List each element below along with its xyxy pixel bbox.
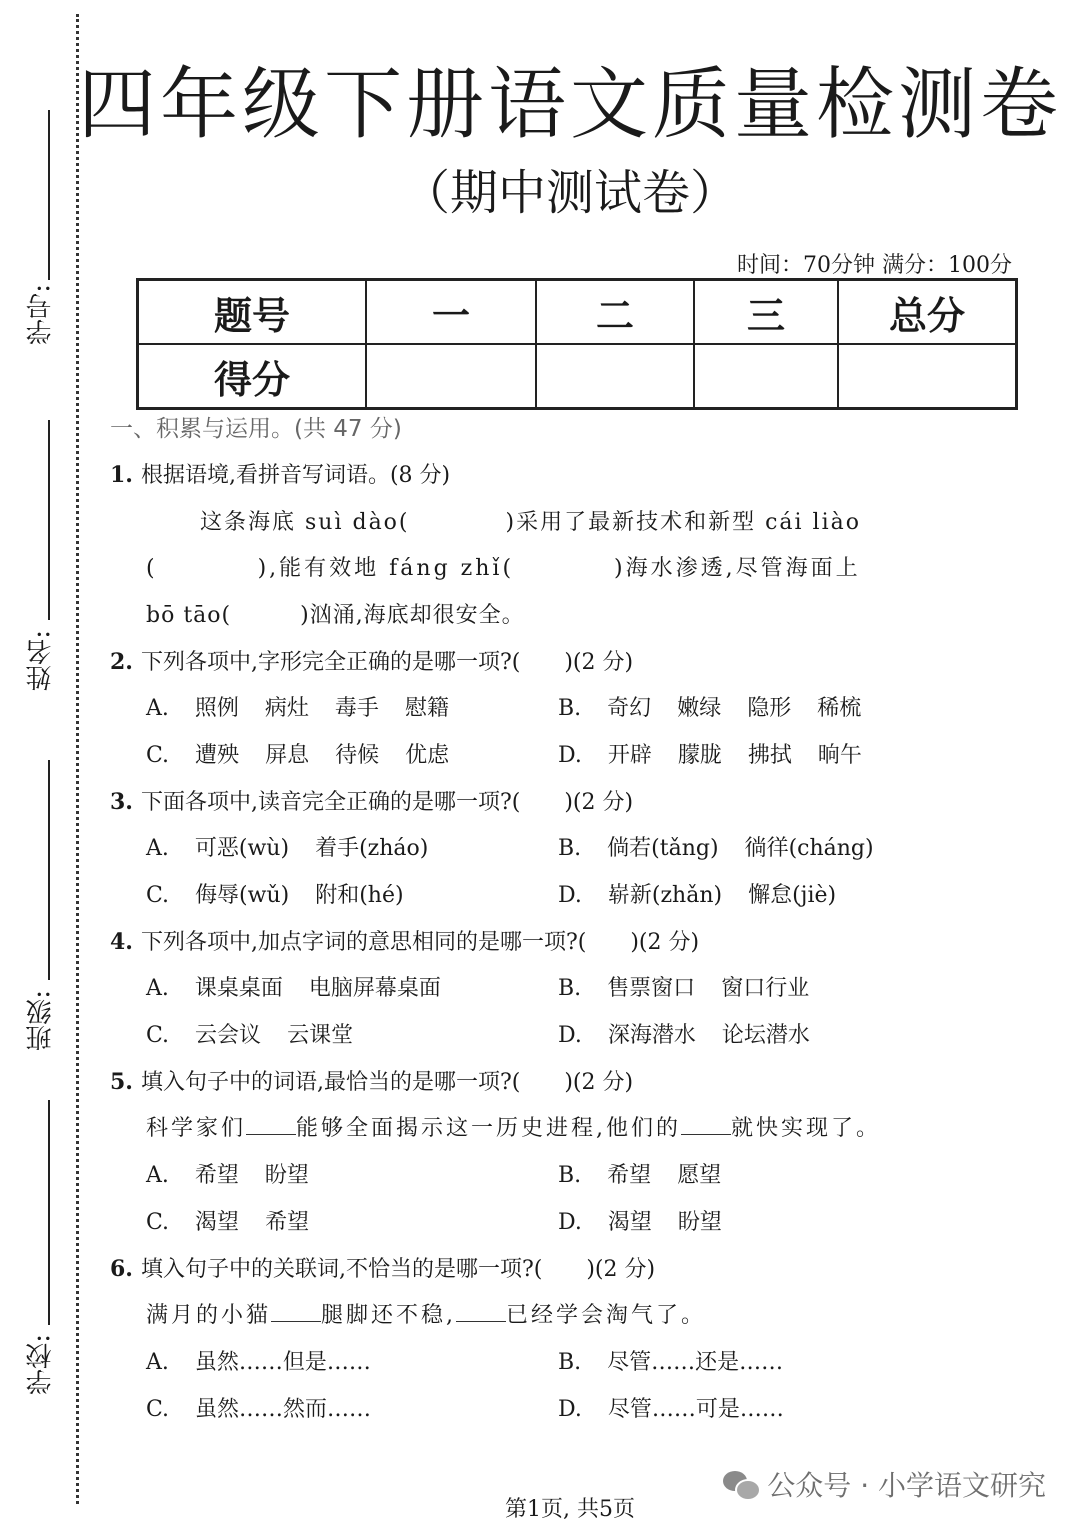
option-word: 慰籍: [404, 696, 449, 721]
fill-blank[interactable]: [271, 1303, 321, 1322]
q4-option-d[interactable]: [558, 1018, 810, 1049]
sentence-part: 已经学会淘气了。: [506, 1303, 707, 1328]
option-word: 屏息: [265, 743, 310, 768]
score-row-label: 得分: [138, 344, 367, 409]
option-word: 盼望: [677, 1210, 722, 1235]
question-number: 1.: [110, 462, 133, 488]
option-letter: B.: [558, 836, 582, 861]
option-letter: C.: [146, 1210, 170, 1235]
q1-line-3: bō tāo( )汹涌,海底却很安全。: [146, 603, 525, 628]
option-word: 云会议: [195, 1023, 262, 1048]
question-2: [110, 645, 633, 676]
option-letter: C.: [146, 1397, 170, 1422]
option-letter: A.: [146, 696, 169, 721]
option-word: 希望: [194, 1163, 239, 1188]
q3-option-d[interactable]: [558, 878, 836, 909]
option-letter: D.: [558, 1397, 582, 1422]
fill-blank[interactable]: [681, 1116, 731, 1135]
score-col-3: 三: [694, 280, 838, 345]
exam-meta: 时间：70分钟 满分：100分: [737, 253, 1012, 278]
q4-option-a[interactable]: [146, 971, 441, 1002]
q6-option-b[interactable]: [558, 1345, 783, 1376]
section-heading: 一、积累与运用。(共 47 分): [110, 416, 402, 442]
option-letter: B.: [558, 696, 582, 721]
q5-option-b[interactable]: [558, 1158, 721, 1189]
option-word: 课桌桌面: [194, 976, 283, 1001]
option-word: 徜徉(cháng): [744, 836, 874, 861]
option-word: 嫩绿: [677, 696, 722, 721]
sentence-part: 满月的小猫: [146, 1303, 272, 1328]
option-word: 深海潜水: [607, 1023, 696, 1048]
score-col-label: 题号: [138, 280, 367, 345]
option-letter: C.: [146, 883, 170, 908]
q6-sentence: [146, 1298, 706, 1329]
option-word: 论坛潜水: [721, 1023, 810, 1048]
fill-blank[interactable]: [246, 1116, 296, 1135]
option-word: 云课堂: [287, 1023, 354, 1048]
option-word: 毒手: [334, 696, 379, 721]
school-label: 学校:: [26, 1334, 56, 1395]
score-col-total: 总分: [838, 280, 1017, 345]
option-letter: A.: [146, 1163, 169, 1188]
option-word: 晌午: [817, 743, 862, 768]
q1-line-1: 这条海底 suì dào( )采用了最新技术和新型 cái liào: [200, 510, 861, 535]
q3-option-a[interactable]: [146, 831, 428, 862]
option-word: 侮辱(wǔ): [195, 883, 290, 908]
option-word: 拂拭: [747, 743, 792, 768]
score-cell-2[interactable]: [536, 344, 694, 409]
question-prompt: 下列各项中,字形完全正确的是哪一项?( )(2 分): [140, 650, 634, 675]
question-prompt: 根据语境,看拼音写词语。(8 分): [140, 463, 451, 488]
option-word: 待候: [335, 743, 380, 768]
score-table-score-row: [138, 344, 1017, 409]
option-word: 尽管……可是……: [607, 1397, 784, 1422]
option-word: 奇幻: [607, 696, 652, 721]
option-letter: B.: [558, 1163, 582, 1188]
option-word: 渴望: [607, 1210, 652, 1235]
option-word: 窗口行业: [721, 976, 810, 1001]
page-subtitle: （期中测试卷）: [401, 165, 738, 221]
option-word: 崭新(zhǎn): [607, 883, 723, 908]
option-word: 朦胧: [677, 743, 722, 768]
class-label: 班级:: [26, 990, 56, 1051]
option-word: 希望: [265, 1210, 310, 1235]
q5-option-d[interactable]: [558, 1205, 722, 1236]
option-word: 尽管……还是……: [607, 1350, 784, 1375]
option-letter: C.: [146, 1023, 170, 1048]
option-word: 虽然……但是……: [194, 1350, 371, 1375]
score-table-header-row: [138, 280, 1017, 345]
option-letter: D.: [558, 1210, 582, 1235]
option-word: 倘若(tǎng): [607, 836, 719, 861]
q3-option-c[interactable]: [146, 878, 404, 909]
question-prompt: 填入句子中的关联词,不恰当的是哪一项?( )(2 分): [140, 1257, 656, 1282]
option-letter: C.: [146, 743, 170, 768]
sentence-part: 能够全面揭示这一历史进程,他们的: [296, 1116, 682, 1141]
option-word: 照例: [194, 696, 239, 721]
watermark-text: 公众号 · 小学语文研究: [767, 1469, 1046, 1502]
option-word: 愿望: [677, 1163, 722, 1188]
option-word: 渴望: [195, 1210, 240, 1235]
question-4: [110, 925, 699, 956]
option-word: 虽然……然而……: [195, 1397, 372, 1422]
option-word: 希望: [607, 1163, 652, 1188]
option-word: 着手(zháo): [315, 836, 429, 861]
option-word: 稀梳: [817, 696, 862, 721]
question-5: [110, 1065, 633, 1096]
name-line: [48, 420, 50, 620]
question-prompt: 填入句子中的词语,最恰当的是哪一项?( )(2 分): [140, 1070, 634, 1095]
option-letter: B.: [558, 1350, 582, 1375]
question-number: 2.: [110, 649, 133, 675]
class-line: [48, 760, 50, 980]
fill-blank[interactable]: [456, 1303, 506, 1322]
page-title: 四年级下册语文质量检测卷: [77, 60, 1062, 150]
q4-option-c[interactable]: [146, 1018, 353, 1049]
sentence-part: 腿脚还不稳,: [321, 1303, 457, 1328]
option-word: 可恶(wù): [194, 836, 290, 861]
question-3: [110, 785, 633, 816]
option-letter: B.: [558, 976, 582, 1001]
option-word: 附和(hé): [315, 883, 404, 908]
q5-sentence: [146, 1111, 881, 1142]
name-label: 姓名:: [26, 630, 56, 691]
option-word: 售票窗口: [607, 976, 696, 1001]
question-number: 5.: [110, 1069, 133, 1095]
question-number: 3.: [110, 789, 133, 815]
option-word: 隐形: [747, 696, 792, 721]
option-letter: D.: [558, 883, 582, 908]
score-col-2: 二: [536, 280, 694, 345]
score-cell-3[interactable]: [694, 344, 838, 409]
score-table: [136, 278, 1018, 410]
option-letter: D.: [558, 743, 582, 768]
student-no-label: 学号:: [26, 284, 56, 345]
question-number: 4.: [110, 929, 133, 955]
q4-option-b[interactable]: [558, 971, 809, 1002]
q2-option-b[interactable]: [558, 691, 861, 722]
sentence-part: 就快实现了。: [731, 1116, 882, 1141]
score-cell-1[interactable]: [366, 344, 536, 409]
option-word: 病灶: [264, 696, 309, 721]
option-letter: A.: [146, 976, 169, 1001]
question-6: [110, 1252, 655, 1283]
sentence-part: 科学家们: [146, 1116, 247, 1141]
option-word: 开辟: [607, 743, 652, 768]
option-letter: A.: [146, 836, 169, 861]
q2-option-c[interactable]: [146, 738, 449, 769]
option-word: 懈怠(jiè): [748, 883, 837, 908]
option-word: 盼望: [264, 1163, 309, 1188]
q2-option-d[interactable]: [558, 738, 862, 769]
question-number: 6.: [110, 1256, 133, 1282]
q2-option-a[interactable]: [146, 691, 449, 722]
option-word: 遭殃: [195, 743, 240, 768]
q1-line-2: ( ),能有效地 fáng zhǐ( )海水渗透,尽管海面上: [146, 556, 861, 581]
q6-option-a[interactable]: [146, 1345, 371, 1376]
q5-option-a[interactable]: [146, 1158, 309, 1189]
page-footer: 第1页, 共5页: [505, 1497, 635, 1522]
q5-option-c[interactable]: [146, 1205, 309, 1236]
option-letter: D.: [558, 1023, 582, 1048]
school-line: [48, 1100, 50, 1325]
option-word: 优虑: [405, 743, 450, 768]
q3-option-b[interactable]: [558, 831, 874, 862]
score-cell-total[interactable]: [838, 344, 1017, 409]
q6-option-d[interactable]: [558, 1392, 784, 1423]
option-word: 电脑屏幕桌面: [308, 976, 441, 1001]
question-prompt: 下面各项中,读音完全正确的是哪一项?( )(2 分): [140, 790, 634, 815]
option-letter: A.: [146, 1350, 169, 1375]
question-1: [110, 458, 450, 489]
cut-line: [76, 14, 79, 1504]
q6-option-c[interactable]: [146, 1392, 371, 1423]
question-prompt: 下列各项中,加点字词的意思相同的是哪一项?( )(2 分): [140, 930, 700, 955]
score-col-1: 一: [366, 280, 536, 345]
